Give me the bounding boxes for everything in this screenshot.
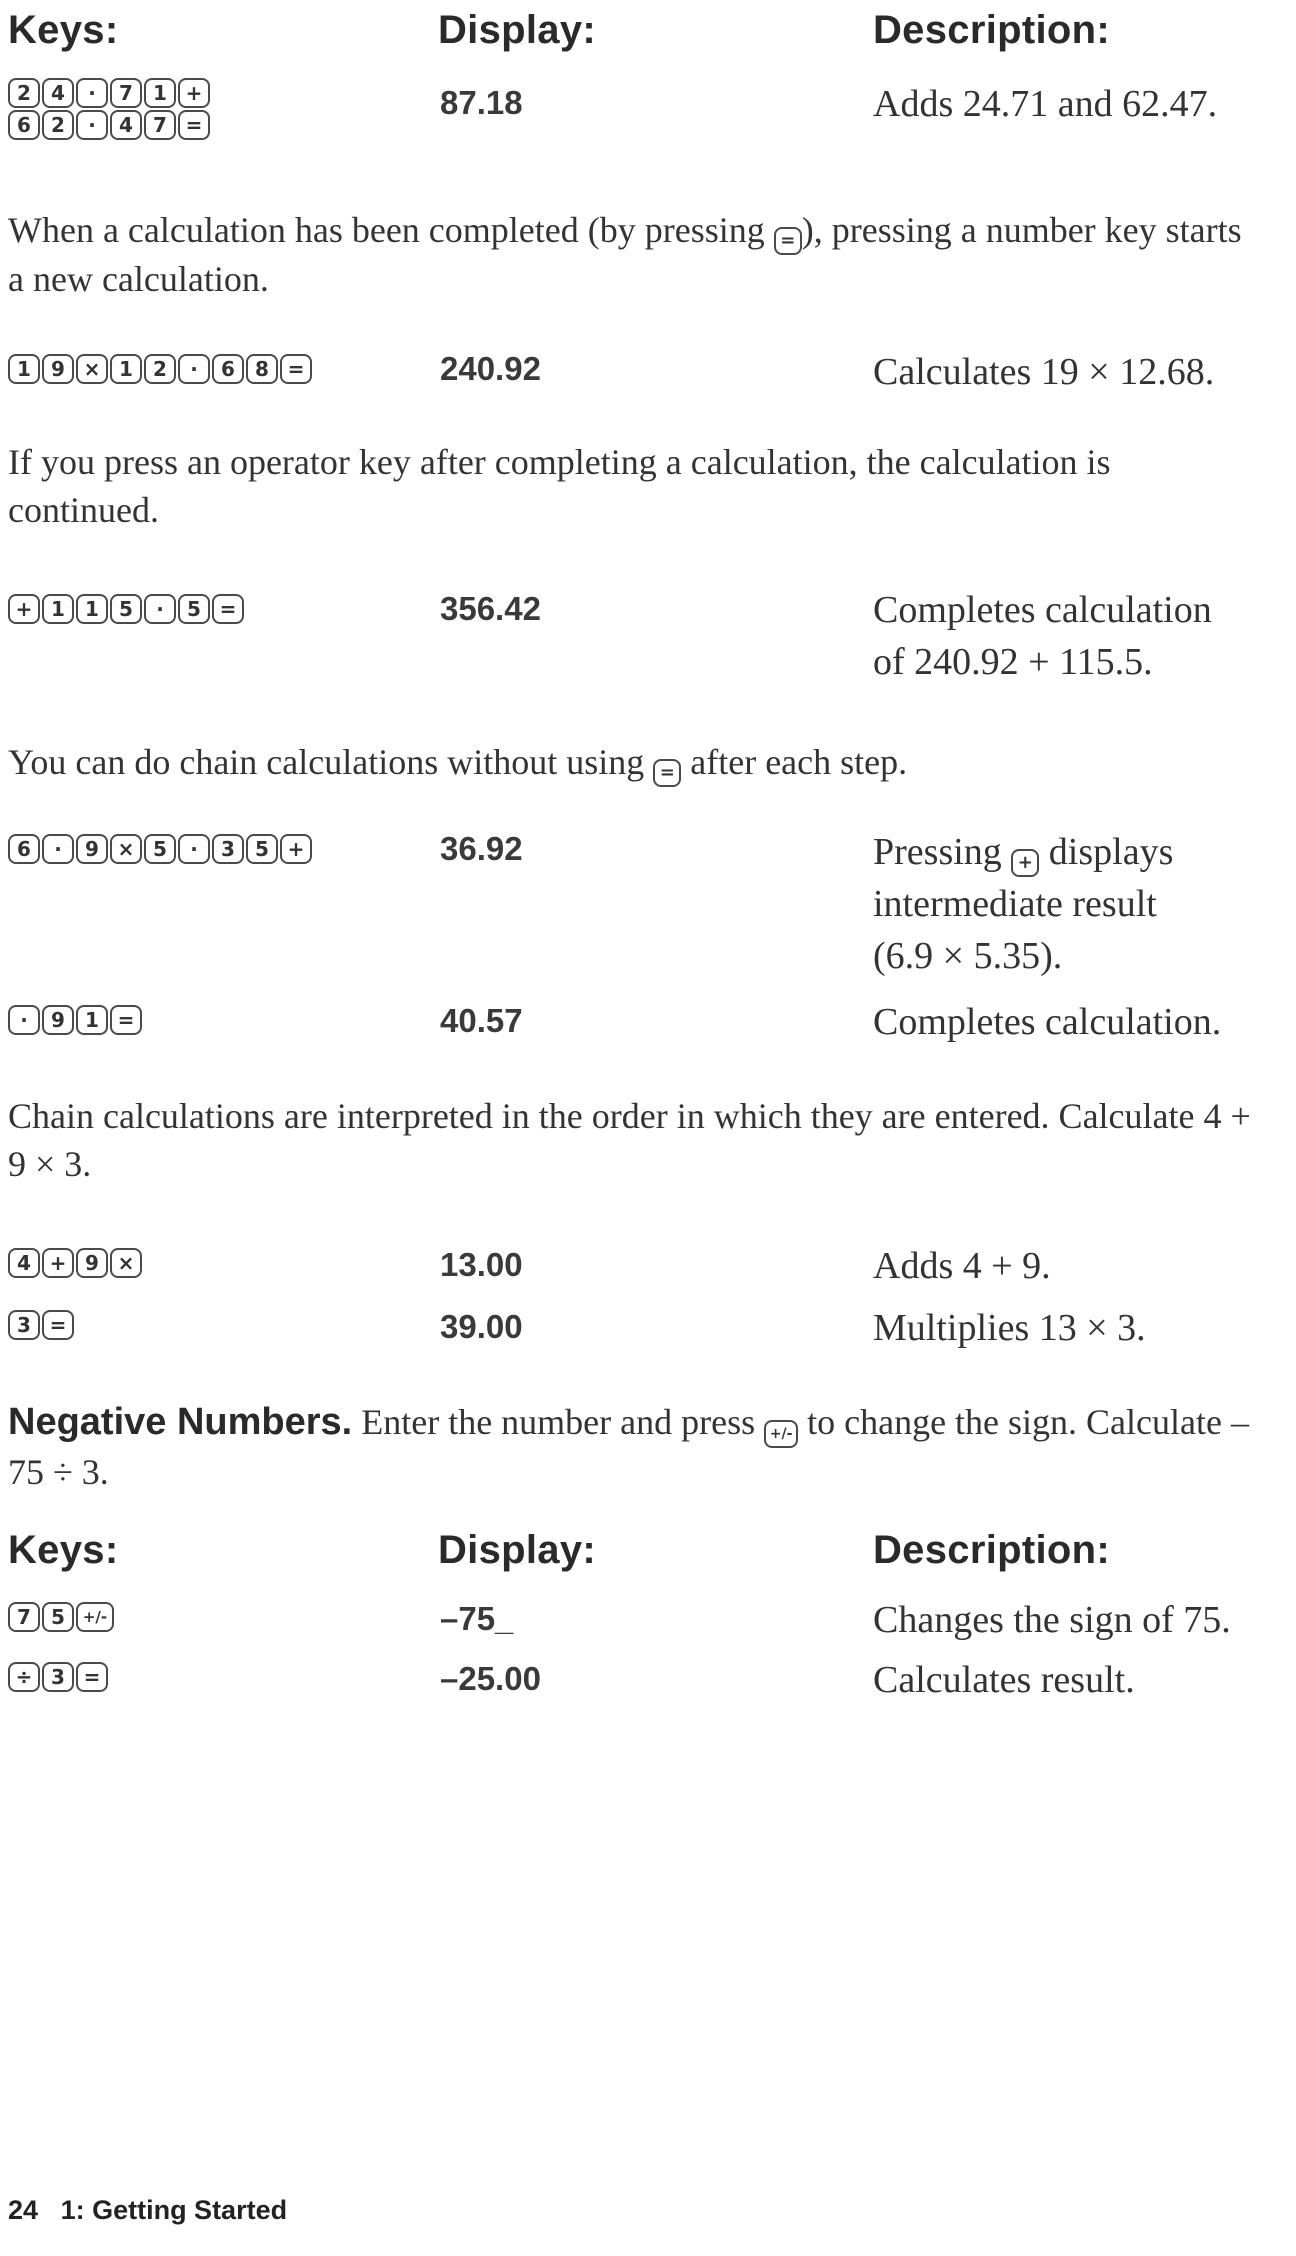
display-value: 240.92 — [440, 350, 541, 387]
seven-key-icon: 7 — [110, 78, 142, 108]
keystroke-sequence — [8, 594, 244, 624]
seven-key-icon: 7 — [144, 110, 176, 140]
description-text: Adds 4 + 9. — [873, 1245, 1051, 1287]
decimal-point-key-icon: · — [178, 834, 210, 864]
page-number: 24 — [8, 2195, 39, 2225]
one-key-icon: 1 — [8, 354, 40, 384]
five-key-icon: 5 — [246, 834, 278, 864]
equals-key-icon: = — [653, 759, 681, 787]
equals-key-icon: = — [76, 1662, 108, 1692]
page-footer — [8, 2195, 287, 2226]
keystroke-sequence — [8, 78, 210, 140]
multiply-key-icon: × — [110, 834, 142, 864]
plus-key-icon: + — [1011, 849, 1039, 877]
plus-key-icon: + — [178, 78, 210, 108]
one-key-icon: 1 — [76, 1005, 108, 1035]
chapter-title: 1: Getting Started — [60, 2195, 288, 2225]
equals-key-icon: = — [774, 227, 802, 255]
four-key-icon: 4 — [8, 1248, 40, 1278]
description-text: Changes the sign of 75. — [873, 1599, 1231, 1641]
display-value: 13.00 — [440, 1246, 523, 1283]
keystroke-sequence — [8, 1248, 142, 1278]
keystroke-sequence — [8, 834, 312, 864]
description-header: Description: — [873, 8, 1110, 52]
description-text: Completes calculation of 240.92 + 115.5. — [873, 589, 1212, 683]
description-text: Calculates 19 × 12.68. — [873, 351, 1215, 393]
display-value: 356.42 — [440, 590, 541, 627]
keys-header: Keys: — [8, 8, 119, 52]
eight-key-icon: 8 — [246, 354, 278, 384]
equals-key-icon: = — [280, 354, 312, 384]
description-text: Pressing + displays intermediate result (6.9 × 5.35). — [873, 831, 1174, 977]
seven-key-icon: 7 — [8, 1602, 40, 1632]
three-key-icon: 3 — [212, 834, 244, 864]
two-key-icon: 2 — [8, 78, 40, 108]
description-text: Adds 24.71 and 62.47. — [873, 83, 1218, 125]
display-value: –25.00 — [440, 1660, 541, 1697]
description-header: Description: — [873, 1528, 1110, 1572]
keystroke-sequence — [8, 354, 312, 384]
equals-key-icon: = — [110, 1005, 142, 1035]
paragraph: When a calculation has been completed (by pressing = ), pressing a number key starts a new calculation. — [8, 210, 1242, 299]
change-sign-key-icon: +/- — [764, 1420, 798, 1448]
equals-key-icon: = — [178, 110, 210, 140]
multiply-key-icon: × — [76, 354, 108, 384]
display-value: 40.57 — [440, 1002, 523, 1039]
equals-key-icon: = — [212, 594, 244, 624]
two-key-icon: 2 — [144, 354, 176, 384]
five-key-icon: 5 — [144, 834, 176, 864]
paragraph: Chain calculations are interpreted in the order in which they are entered. Calculate 4 + 9 × 3. — [8, 1096, 1251, 1184]
plus-key-icon: + — [42, 1248, 74, 1278]
four-key-icon: 4 — [110, 110, 142, 140]
description-text: Calculates result. — [873, 1659, 1135, 1701]
one-key-icon: 1 — [110, 354, 142, 384]
keys-header: Keys: — [8, 1528, 119, 1572]
three-key-icon: 3 — [42, 1662, 74, 1692]
display-value: 87.18 — [440, 84, 523, 121]
section-heading: Negative Numbers. — [8, 1401, 353, 1443]
keystroke-sequence — [8, 1662, 108, 1692]
nine-key-icon: 9 — [42, 354, 74, 384]
plus-key-icon: + — [280, 834, 312, 864]
nine-key-icon: 9 — [76, 1248, 108, 1278]
plus-key-icon: + — [8, 594, 40, 624]
decimal-point-key-icon: · — [178, 354, 210, 384]
keystroke-sequence — [8, 1602, 114, 1632]
display-value: 36.92 — [440, 830, 523, 867]
two-key-icon: 2 — [42, 110, 74, 140]
decimal-point-key-icon: · — [144, 594, 176, 624]
nine-key-icon: 9 — [42, 1005, 74, 1035]
six-key-icon: 6 — [8, 834, 40, 864]
display-value: 39.00 — [440, 1308, 523, 1345]
six-key-icon: 6 — [212, 354, 244, 384]
keystroke-line — [8, 78, 210, 108]
nine-key-icon: 9 — [76, 834, 108, 864]
five-key-icon: 5 — [42, 1602, 74, 1632]
display-value: –75_ — [440, 1600, 514, 1637]
keystroke-sequence — [8, 1005, 142, 1035]
one-key-icon: 1 — [76, 594, 108, 624]
keystroke-sequence — [8, 1310, 74, 1340]
three-key-icon: 3 — [8, 1310, 40, 1340]
paragraph: Negative Numbers. Enter the number and press +/- to change the sign. Calculate –75 ÷ 3. — [8, 1401, 1249, 1492]
decimal-point-key-icon: · — [76, 110, 108, 140]
display-header: Display: — [438, 8, 597, 52]
display-header: Display: — [438, 1528, 597, 1572]
six-key-icon: 6 — [8, 110, 40, 140]
decimal-point-key-icon: · — [42, 834, 74, 864]
decimal-point-key-icon: · — [76, 78, 108, 108]
divide-key-icon: ÷ — [8, 1662, 40, 1692]
five-key-icon: 5 — [110, 594, 142, 624]
description-text: Multiplies 13 × 3. — [873, 1307, 1146, 1349]
equals-key-icon: = — [42, 1310, 74, 1340]
four-key-icon: 4 — [42, 78, 74, 108]
one-key-icon: 1 — [144, 78, 176, 108]
paragraph: If you press an operator key after completing a calculation, the calculation is continued. — [8, 442, 1111, 530]
one-key-icon: 1 — [42, 594, 74, 624]
description-text: Completes calculation. — [873, 1001, 1222, 1043]
keystroke-line — [8, 110, 210, 140]
multiply-key-icon: × — [110, 1248, 142, 1278]
change-sign-key-icon: +/- — [76, 1602, 114, 1632]
paragraph: You can do chain calculations without using = after each step. — [8, 738, 1258, 787]
decimal-point-key-icon: · — [8, 1005, 40, 1035]
five-key-icon: 5 — [178, 594, 210, 624]
